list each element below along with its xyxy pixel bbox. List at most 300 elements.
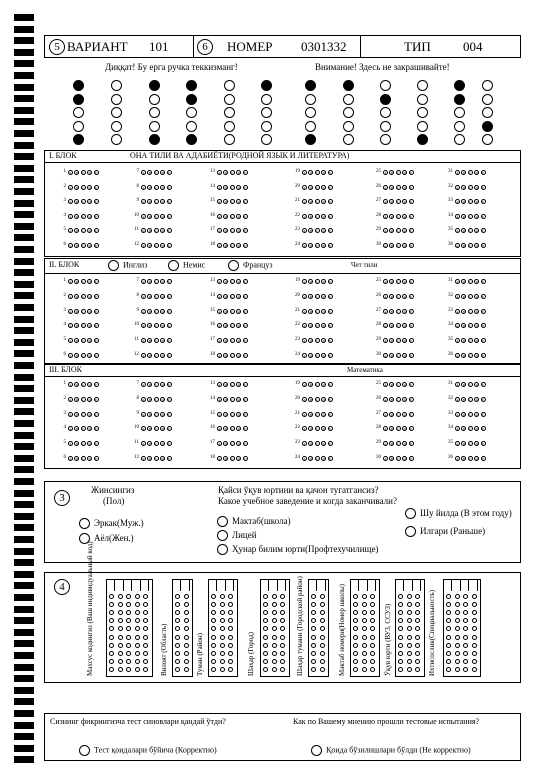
answer-option[interactable]: E bbox=[410, 280, 413, 284]
answer-option[interactable]: B bbox=[309, 200, 312, 205]
code-bubble[interactable] bbox=[135, 651, 140, 656]
answer-option[interactable]: A bbox=[456, 383, 459, 387]
answer-option[interactable]: B bbox=[75, 383, 78, 387]
code-bubble[interactable] bbox=[143, 659, 148, 664]
answer-option[interactable]: E bbox=[244, 442, 247, 447]
answer-option[interactable]: B bbox=[224, 412, 227, 417]
answer-option[interactable]: E bbox=[410, 339, 413, 344]
answer-option[interactable]: A bbox=[218, 229, 221, 234]
answer-option[interactable]: A bbox=[303, 412, 306, 417]
answer-option[interactable]: C bbox=[231, 412, 234, 417]
answer-option[interactable]: E bbox=[244, 339, 247, 344]
code-bubble[interactable] bbox=[463, 594, 468, 599]
answer-option[interactable]: C bbox=[82, 229, 85, 234]
answer-option[interactable]: E bbox=[168, 280, 171, 284]
answer-option[interactable]: B bbox=[390, 294, 393, 299]
answer-option[interactable]: D bbox=[237, 280, 240, 284]
answer-option[interactable]: B bbox=[148, 171, 151, 175]
answer-option[interactable]: D bbox=[322, 339, 325, 344]
answer-option[interactable]: B bbox=[75, 354, 78, 358]
answer-option[interactable]: C bbox=[155, 412, 158, 417]
code-write-cell[interactable] bbox=[108, 579, 115, 591]
answer-option[interactable]: B bbox=[148, 214, 151, 219]
answer-option[interactable]: E bbox=[244, 214, 247, 219]
edu-lyceum-option[interactable]: Лицей bbox=[217, 530, 257, 541]
answer-option[interactable]: B bbox=[148, 383, 151, 387]
answer-option[interactable]: D bbox=[475, 214, 478, 219]
answer-option[interactable]: C bbox=[231, 309, 234, 314]
answer-option[interactable]: E bbox=[410, 354, 413, 358]
answer-option[interactable]: A bbox=[303, 185, 306, 190]
answer-option[interactable]: A bbox=[69, 214, 72, 219]
code-bubble[interactable] bbox=[272, 659, 277, 664]
answer-option[interactable]: B bbox=[390, 214, 393, 219]
answer-option[interactable]: D bbox=[475, 185, 478, 190]
answer-option[interactable]: B bbox=[75, 185, 78, 190]
code-bubble[interactable] bbox=[211, 651, 216, 656]
answer-option[interactable]: C bbox=[155, 324, 158, 329]
answer-option[interactable]: A bbox=[456, 354, 459, 358]
answer-option[interactable]: C bbox=[231, 214, 234, 219]
code-bubble[interactable] bbox=[320, 635, 325, 640]
answer-option[interactable]: E bbox=[168, 383, 171, 387]
answer-option[interactable]: A bbox=[384, 397, 387, 402]
code-bubble[interactable] bbox=[272, 667, 277, 672]
code-bubble[interactable] bbox=[398, 651, 403, 656]
answer-option[interactable]: C bbox=[316, 185, 319, 190]
answer-option[interactable]: C bbox=[397, 383, 400, 387]
answer-option[interactable]: C bbox=[316, 442, 319, 447]
code-bubble[interactable] bbox=[280, 643, 285, 648]
code-bubble[interactable] bbox=[455, 602, 460, 607]
answer-option[interactable]: D bbox=[403, 457, 406, 461]
answer-option[interactable]: D bbox=[322, 383, 325, 387]
answer-option[interactable]: D bbox=[237, 229, 240, 234]
answer-option[interactable]: A bbox=[384, 280, 387, 284]
answer-option[interactable]: B bbox=[462, 200, 465, 205]
code-bubble[interactable] bbox=[220, 667, 225, 672]
answer-option[interactable]: D bbox=[161, 427, 164, 432]
answer-option[interactable]: C bbox=[82, 412, 85, 417]
code-write-cell[interactable] bbox=[174, 579, 181, 591]
code-bubble[interactable] bbox=[175, 651, 180, 656]
answer-option[interactable]: C bbox=[469, 244, 472, 248]
code-bubble[interactable] bbox=[320, 667, 325, 672]
answer-option[interactable]: C bbox=[316, 280, 319, 284]
answer-option[interactable]: A bbox=[69, 354, 72, 358]
answer-option[interactable]: E bbox=[329, 294, 332, 299]
code-write-cell[interactable] bbox=[219, 579, 226, 591]
code-bubble[interactable] bbox=[311, 643, 316, 648]
answer-option[interactable]: C bbox=[397, 427, 400, 432]
code-bubble[interactable] bbox=[311, 667, 316, 672]
code-bubble[interactable] bbox=[109, 643, 114, 648]
answer-option[interactable]: D bbox=[237, 427, 240, 432]
code-bubble[interactable] bbox=[455, 659, 460, 664]
answer-option[interactable]: A bbox=[218, 185, 221, 190]
code-bubble[interactable] bbox=[184, 659, 189, 664]
answer-option[interactable]: D bbox=[161, 309, 164, 314]
code-bubble[interactable] bbox=[463, 659, 468, 664]
answer-option[interactable]: A bbox=[69, 229, 72, 234]
answer-option[interactable]: E bbox=[244, 354, 247, 358]
answer-option[interactable]: C bbox=[397, 339, 400, 344]
answer-option[interactable]: D bbox=[88, 383, 91, 387]
code-bubble[interactable] bbox=[415, 594, 420, 599]
answer-option[interactable]: B bbox=[462, 383, 465, 387]
answer-option[interactable]: D bbox=[161, 280, 164, 284]
answer-option[interactable]: B bbox=[224, 171, 227, 175]
answer-option[interactable]: D bbox=[403, 427, 406, 432]
code-bubble[interactable] bbox=[280, 667, 285, 672]
answer-option[interactable]: A bbox=[456, 397, 459, 402]
code-bubble[interactable] bbox=[228, 659, 233, 664]
code-write-cell[interactable] bbox=[361, 579, 368, 591]
answer-option[interactable]: A bbox=[384, 427, 387, 432]
code-bubble[interactable] bbox=[135, 643, 140, 648]
answer-option[interactable]: E bbox=[329, 383, 332, 387]
answer-option[interactable]: E bbox=[168, 412, 171, 417]
code-write-cell[interactable] bbox=[134, 579, 141, 591]
answer-option[interactable]: E bbox=[410, 412, 413, 417]
answer-option[interactable]: A bbox=[69, 427, 72, 432]
answer-option[interactable]: E bbox=[410, 324, 413, 329]
answer-option[interactable]: B bbox=[390, 442, 393, 447]
answer-option[interactable]: C bbox=[82, 309, 85, 314]
answer-option[interactable]: C bbox=[397, 280, 400, 284]
answer-option[interactable]: B bbox=[390, 324, 393, 329]
answer-option[interactable]: C bbox=[155, 294, 158, 299]
answer-option[interactable]: A bbox=[218, 214, 221, 219]
answer-option[interactable]: B bbox=[462, 339, 465, 344]
code-bubble[interactable] bbox=[472, 610, 477, 615]
code-bubble[interactable] bbox=[463, 635, 468, 640]
answer-option[interactable]: B bbox=[75, 397, 78, 402]
answer-option[interactable]: B bbox=[148, 397, 151, 402]
code-bubble[interactable] bbox=[220, 626, 225, 631]
answer-option[interactable]: D bbox=[322, 324, 325, 329]
code-bubble[interactable] bbox=[472, 643, 477, 648]
answer-option[interactable]: E bbox=[95, 442, 98, 447]
answer-option[interactable]: C bbox=[231, 427, 234, 432]
code-bubble[interactable] bbox=[228, 667, 233, 672]
answer-option[interactable]: E bbox=[168, 324, 171, 329]
code-bubble[interactable] bbox=[220, 643, 225, 648]
answer-option[interactable]: E bbox=[95, 427, 98, 432]
answer-option[interactable]: D bbox=[403, 383, 406, 387]
code-bubble[interactable] bbox=[362, 635, 367, 640]
answer-option[interactable]: E bbox=[95, 412, 98, 417]
answer-option[interactable]: A bbox=[384, 339, 387, 344]
answer-option[interactable]: A bbox=[384, 457, 387, 461]
answer-option[interactable]: E bbox=[244, 397, 247, 402]
answer-option[interactable]: A bbox=[456, 412, 459, 417]
answer-option[interactable]: C bbox=[155, 185, 158, 190]
answer-option[interactable]: A bbox=[303, 229, 306, 234]
answer-option[interactable]: C bbox=[316, 397, 319, 402]
answer-option[interactable]: E bbox=[482, 214, 485, 219]
code-bubble[interactable] bbox=[472, 602, 477, 607]
answer-option[interactable]: B bbox=[309, 442, 312, 447]
answer-option[interactable]: B bbox=[224, 294, 227, 299]
answer-option[interactable]: D bbox=[475, 244, 478, 248]
answer-option[interactable]: A bbox=[218, 339, 221, 344]
answer-option[interactable]: B bbox=[309, 244, 312, 248]
answer-option[interactable]: B bbox=[309, 214, 312, 219]
answer-option[interactable]: B bbox=[462, 309, 465, 314]
answer-option[interactable]: A bbox=[142, 280, 145, 284]
answer-option[interactable]: D bbox=[403, 294, 406, 299]
answer-option[interactable]: C bbox=[316, 457, 319, 461]
answer-option[interactable]: B bbox=[309, 185, 312, 190]
code-write-cell[interactable] bbox=[125, 579, 132, 591]
code-bubble[interactable] bbox=[407, 643, 412, 648]
answer-option[interactable]: A bbox=[218, 442, 221, 447]
code-bubble[interactable] bbox=[175, 659, 180, 664]
code-bubble[interactable] bbox=[272, 651, 277, 656]
gender-male-option[interactable]: Эркак(Муж.) bbox=[79, 518, 144, 529]
answer-option[interactable]: B bbox=[224, 457, 227, 461]
lang-english-option[interactable]: Инглиз bbox=[108, 260, 147, 271]
answer-option[interactable]: B bbox=[390, 185, 393, 190]
code-bubble[interactable] bbox=[353, 651, 358, 656]
code-bubble[interactable] bbox=[320, 610, 325, 615]
answer-option[interactable]: A bbox=[142, 324, 145, 329]
answer-option[interactable]: E bbox=[168, 185, 171, 190]
answer-option[interactable]: B bbox=[390, 339, 393, 344]
code-bubble[interactable] bbox=[220, 659, 225, 664]
code-bubble[interactable] bbox=[320, 618, 325, 623]
code-bubble[interactable] bbox=[446, 635, 451, 640]
code-bubble[interactable] bbox=[455, 643, 460, 648]
code-bubble[interactable] bbox=[407, 659, 412, 664]
answer-option[interactable]: E bbox=[244, 383, 247, 387]
answer-option[interactable]: B bbox=[75, 200, 78, 205]
code-bubble[interactable] bbox=[407, 602, 412, 607]
code-bubble[interactable] bbox=[109, 594, 114, 599]
code-bubble[interactable] bbox=[228, 643, 233, 648]
code-bubble[interactable] bbox=[407, 594, 412, 599]
code-bubble[interactable] bbox=[118, 643, 123, 648]
answer-option[interactable]: B bbox=[148, 412, 151, 417]
code-bubble[interactable] bbox=[280, 651, 285, 656]
answer-option[interactable]: E bbox=[482, 171, 485, 175]
answer-option[interactable]: D bbox=[161, 244, 164, 248]
code-bubble[interactable] bbox=[126, 659, 131, 664]
answer-option[interactable]: D bbox=[237, 309, 240, 314]
answer-option[interactable]: E bbox=[482, 229, 485, 234]
code-bubble[interactable] bbox=[175, 643, 180, 648]
answer-option[interactable]: C bbox=[316, 427, 319, 432]
answer-option[interactable]: D bbox=[403, 244, 406, 248]
code-bubble[interactable] bbox=[272, 643, 277, 648]
answer-option[interactable]: C bbox=[316, 354, 319, 358]
answer-option[interactable]: D bbox=[475, 294, 478, 299]
answer-option[interactable]: E bbox=[95, 339, 98, 344]
code-bubble[interactable] bbox=[472, 618, 477, 623]
answer-option[interactable]: A bbox=[384, 324, 387, 329]
code-bubble[interactable] bbox=[320, 651, 325, 656]
answer-option[interactable]: B bbox=[462, 294, 465, 299]
answer-option[interactable]: B bbox=[309, 383, 312, 387]
answer-option[interactable]: B bbox=[462, 397, 465, 402]
answer-option[interactable]: C bbox=[469, 339, 472, 344]
code-bubble[interactable] bbox=[211, 635, 216, 640]
code-bubble[interactable] bbox=[126, 667, 131, 672]
answer-option[interactable]: B bbox=[75, 171, 78, 175]
answer-option[interactable]: D bbox=[88, 294, 91, 299]
answer-option[interactable]: C bbox=[397, 397, 400, 402]
answer-option[interactable]: C bbox=[155, 397, 158, 402]
answer-option[interactable]: A bbox=[218, 309, 221, 314]
answer-option[interactable]: B bbox=[224, 200, 227, 205]
code-bubble[interactable] bbox=[415, 635, 420, 640]
answer-option[interactable]: D bbox=[88, 185, 91, 190]
answer-option[interactable]: E bbox=[482, 354, 485, 358]
answer-option[interactable]: C bbox=[469, 457, 472, 461]
answer-option[interactable]: C bbox=[155, 309, 158, 314]
answer-option[interactable]: B bbox=[224, 397, 227, 402]
answer-option[interactable]: A bbox=[384, 214, 387, 219]
answer-option[interactable]: D bbox=[88, 309, 91, 314]
answer-option[interactable]: E bbox=[329, 442, 332, 447]
answer-option[interactable]: C bbox=[469, 229, 472, 234]
answer-option[interactable]: A bbox=[456, 324, 459, 329]
answer-option[interactable]: B bbox=[148, 244, 151, 248]
answer-option[interactable]: D bbox=[403, 229, 406, 234]
answer-option[interactable]: B bbox=[75, 339, 78, 344]
answer-option[interactable]: A bbox=[69, 185, 72, 190]
answer-option[interactable]: A bbox=[456, 200, 459, 205]
answer-option[interactable]: B bbox=[75, 442, 78, 447]
code-bubble[interactable] bbox=[446, 643, 451, 648]
answer-option[interactable]: D bbox=[322, 397, 325, 402]
lang-french-option[interactable]: Француз bbox=[228, 260, 273, 271]
code-bubble[interactable] bbox=[311, 659, 316, 664]
edu-earlier-option[interactable]: Илгари (Раньше) bbox=[405, 526, 485, 537]
answer-option[interactable]: A bbox=[384, 383, 387, 387]
code-bubble[interactable] bbox=[455, 635, 460, 640]
code-bubble[interactable] bbox=[184, 651, 189, 656]
answer-option[interactable]: E bbox=[95, 397, 98, 402]
answer-option[interactable]: E bbox=[244, 229, 247, 234]
answer-option[interactable]: E bbox=[410, 185, 413, 190]
code-bubble[interactable] bbox=[109, 659, 114, 664]
answer-option[interactable]: C bbox=[231, 280, 234, 284]
code-bubble[interactable] bbox=[184, 610, 189, 615]
answer-option[interactable]: A bbox=[456, 185, 459, 190]
code-bubble[interactable] bbox=[109, 651, 114, 656]
answer-option[interactable]: E bbox=[95, 200, 98, 205]
code-write-cell[interactable] bbox=[279, 579, 286, 591]
answer-option[interactable]: A bbox=[456, 457, 459, 461]
answer-option[interactable]: A bbox=[142, 412, 145, 417]
code-write-cell[interactable] bbox=[369, 579, 376, 591]
answer-option[interactable]: D bbox=[237, 294, 240, 299]
answer-option[interactable]: A bbox=[69, 200, 72, 205]
answer-option[interactable]: E bbox=[482, 244, 485, 248]
code-bubble[interactable] bbox=[118, 635, 123, 640]
answer-option[interactable]: C bbox=[397, 200, 400, 205]
answer-option[interactable]: B bbox=[390, 412, 393, 417]
code-bubble[interactable] bbox=[135, 659, 140, 664]
answer-option[interactable]: E bbox=[244, 324, 247, 329]
answer-option[interactable]: A bbox=[456, 244, 459, 248]
answer-option[interactable]: C bbox=[397, 229, 400, 234]
answer-option[interactable]: D bbox=[161, 294, 164, 299]
answer-option[interactable]: B bbox=[390, 427, 393, 432]
answer-option[interactable]: B bbox=[75, 214, 78, 219]
answer-option[interactable]: C bbox=[155, 339, 158, 344]
answer-option[interactable]: D bbox=[88, 442, 91, 447]
answer-option[interactable]: B bbox=[148, 294, 151, 299]
answer-option[interactable]: A bbox=[303, 397, 306, 402]
answer-option[interactable]: D bbox=[161, 171, 164, 175]
answer-option[interactable]: D bbox=[161, 339, 164, 344]
answer-option[interactable]: E bbox=[168, 214, 171, 219]
answer-option[interactable]: E bbox=[244, 412, 247, 417]
code-bubble[interactable] bbox=[228, 635, 233, 640]
code-bubble[interactable] bbox=[311, 635, 316, 640]
answer-option[interactable]: B bbox=[462, 354, 465, 358]
answer-option[interactable]: B bbox=[462, 229, 465, 234]
answer-option[interactable]: A bbox=[142, 171, 145, 175]
answer-option[interactable]: B bbox=[462, 171, 465, 175]
answer-option[interactable]: A bbox=[456, 339, 459, 344]
code-write-cell[interactable] bbox=[262, 579, 269, 591]
code-write-cell[interactable] bbox=[406, 579, 413, 591]
code-bubble[interactable] bbox=[353, 667, 358, 672]
answer-option[interactable]: C bbox=[316, 412, 319, 417]
answer-option[interactable]: E bbox=[410, 229, 413, 234]
code-bubble[interactable] bbox=[472, 659, 477, 664]
code-write-cell[interactable] bbox=[227, 579, 234, 591]
answer-option[interactable]: B bbox=[75, 294, 78, 299]
answer-option[interactable]: D bbox=[475, 171, 478, 175]
code-bubble[interactable] bbox=[263, 594, 268, 599]
answer-option[interactable]: A bbox=[69, 294, 72, 299]
code-write-cell[interactable] bbox=[183, 579, 190, 591]
answer-option[interactable]: C bbox=[155, 280, 158, 284]
answer-option[interactable]: E bbox=[244, 457, 247, 461]
code-bubble[interactable] bbox=[407, 635, 412, 640]
code-bubble[interactable] bbox=[211, 659, 216, 664]
answer-option[interactable]: A bbox=[303, 214, 306, 219]
answer-option[interactable]: B bbox=[148, 200, 151, 205]
answer-option[interactable]: E bbox=[168, 171, 171, 175]
answer-option[interactable]: E bbox=[168, 339, 171, 344]
code-bubble[interactable] bbox=[211, 643, 216, 648]
answer-option[interactable]: B bbox=[75, 280, 78, 284]
code-bubble[interactable] bbox=[320, 594, 325, 599]
code-bubble[interactable] bbox=[263, 659, 268, 664]
code-bubble[interactable] bbox=[472, 626, 477, 631]
answer-option[interactable]: C bbox=[82, 294, 85, 299]
answer-option[interactable]: D bbox=[161, 214, 164, 219]
code-bubble[interactable] bbox=[135, 667, 140, 672]
answer-option[interactable]: D bbox=[88, 412, 91, 417]
answer-option[interactable]: A bbox=[456, 214, 459, 219]
code-bubble[interactable] bbox=[407, 651, 412, 656]
answer-option[interactable]: B bbox=[148, 185, 151, 190]
answer-option[interactable]: B bbox=[390, 244, 393, 248]
code-bubble[interactable] bbox=[263, 643, 268, 648]
answer-option[interactable]: C bbox=[82, 280, 85, 284]
code-bubble[interactable] bbox=[135, 602, 140, 607]
feedback-correct-option[interactable]: Тест қоидалари бўйича (Корректно) bbox=[79, 745, 217, 756]
code-bubble[interactable] bbox=[370, 594, 375, 599]
answer-option[interactable]: B bbox=[224, 354, 227, 358]
